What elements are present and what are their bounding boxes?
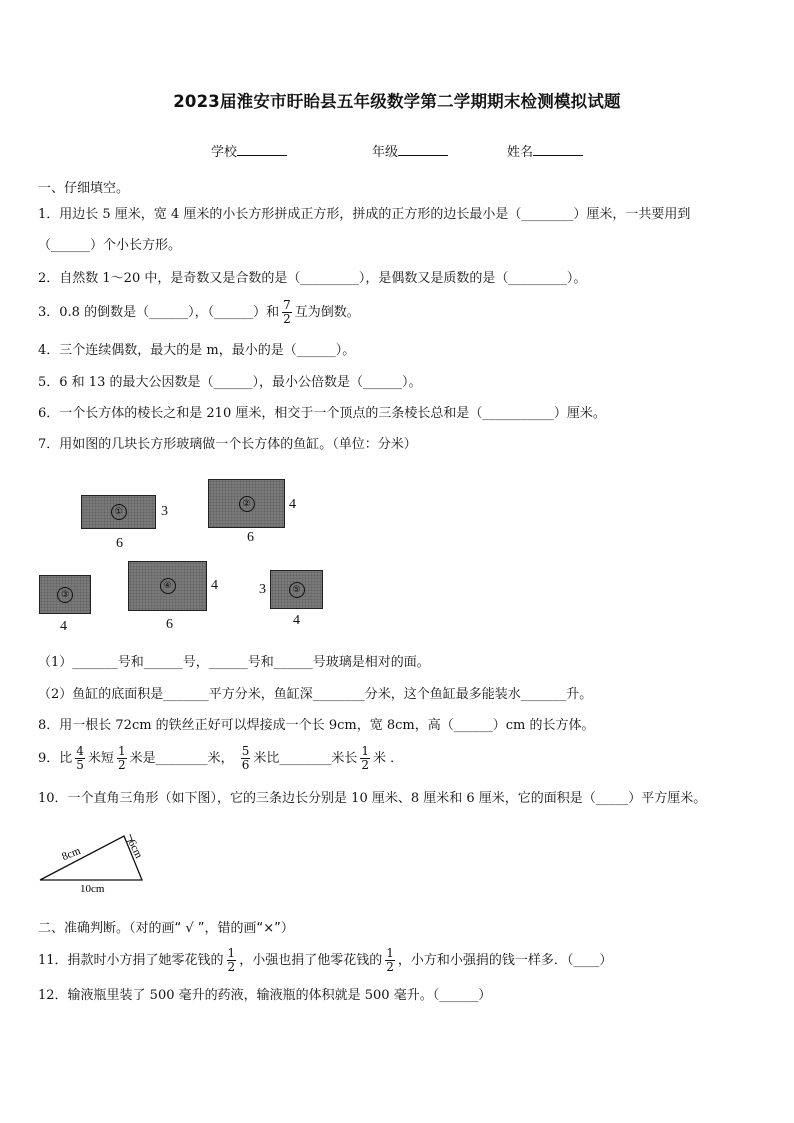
q9-text-3: 米比________米长 <box>253 751 358 766</box>
fraction-numerator: 1 <box>361 744 370 758</box>
fraction-denominator: 2 <box>283 312 291 326</box>
piece-1-height: 3 <box>161 504 168 519</box>
fraction-numerator: 7 <box>283 298 291 312</box>
school-field <box>211 141 287 160</box>
fraction-1-2-q11b <box>385 947 395 974</box>
question-1-line-2: （______）个小长方形。 <box>38 238 182 253</box>
grade-label: 年级 <box>372 145 399 160</box>
school-label: 学校 <box>211 145 238 160</box>
glass-piece-5 <box>270 570 323 609</box>
fraction-numerator: 1 <box>227 946 236 960</box>
fraction-7-2 <box>282 299 292 326</box>
q9-prefix: 9．比 <box>38 751 73 766</box>
piece-2-height: 4 <box>289 497 296 512</box>
fraction-4-5 <box>75 745 85 772</box>
piece-4-label: ④ <box>160 578 176 594</box>
fraction-5-6 <box>241 745 251 772</box>
glass-piece-1 <box>81 495 156 529</box>
fraction-denominator: 2 <box>361 758 370 772</box>
triangle-side-8cm: 8cm <box>60 844 83 864</box>
question-3 <box>38 296 360 330</box>
question-10: 10．一个直角三角形（如下图），它的三条边长分别是 10 厘米、8 厘米和 6 厘米，它的面积是（_____）平方厘米。 <box>38 791 707 806</box>
fraction-denominator: 2 <box>386 960 394 974</box>
q11-text-b: ，小强也捐了他零花钱的 <box>239 953 383 968</box>
question-7-part-2: （2）鱼缸的底面积是_______平方分米，鱼缸深________分米，这个鱼缸最多能装水_______升。 <box>38 687 593 702</box>
name-blank[interactable] <box>533 142 583 156</box>
piece-5-label: ⑤ <box>289 582 305 598</box>
q9-text-4: 米 ． <box>373 751 404 766</box>
question-3-text-a: 3．0.8 的倒数是（______），（______）和 <box>38 305 280 320</box>
question-8: 8．用一根长 72cm 的铁丝正好可以焊接成一个长 9cm，宽 8cm，高（______）cm 的长方体。 <box>38 718 595 733</box>
piece-3-label: ③ <box>57 587 73 603</box>
fraction-1-2-b <box>360 745 370 772</box>
piece-4-width: 6 <box>166 617 173 632</box>
fraction-denominator: 5 <box>76 758 84 772</box>
question-7: 7．用如图的几块长方形玻璃做一个长方体的鱼缸。（单位：分米） <box>38 437 417 452</box>
fraction-numerator: 5 <box>241 744 250 758</box>
question-2: 2．自然数 1～20 中，是奇数又是合数的是（_________），是偶数又是质数的是（_________）。 <box>38 271 587 286</box>
name-label: 姓名 <box>507 145 534 160</box>
fraction-numerator: 1 <box>117 744 126 758</box>
question-6: 6．一个长方体的棱长之和是 210 厘米，相交于一个顶点的三条棱长总和是（___________）厘米。 <box>38 406 606 421</box>
question-1-line-1: 1．用边长 5 厘米，宽 4 厘米的小长方形拼成正方形，拼成的正方形的边长最小是（________）厘米，一共要用到 <box>38 207 691 222</box>
question-9 <box>38 742 403 776</box>
question-11 <box>38 944 612 978</box>
fraction-1-2-q11a <box>227 947 237 974</box>
piece-5-width: 4 <box>293 613 300 628</box>
fraction-1-2 <box>117 745 127 772</box>
glass-piece-4 <box>128 561 207 611</box>
fraction-denominator: 2 <box>117 758 126 772</box>
piece-2-width: 6 <box>247 530 254 545</box>
piece-1-width: 6 <box>116 536 123 551</box>
fraction-denominator: 6 <box>241 758 250 772</box>
fraction-denominator: 2 <box>227 960 236 974</box>
question-12: 12．输液瓶里装了 500 毫升的药液，输液瓶的体积就是 500 毫升。（______） <box>38 988 492 1003</box>
piece-3-width: 4 <box>60 619 67 634</box>
section-1-heading: 一、仔细填空。 <box>38 181 130 196</box>
name-field <box>507 141 583 160</box>
grade-field <box>372 141 448 160</box>
student-info-row <box>0 141 794 161</box>
question-3-text-b: 互为倒数。 <box>294 305 360 320</box>
triangle-side-10cm: 10cm <box>80 883 105 895</box>
triangle-side-6cm: 6cm <box>125 837 145 861</box>
figure-10-right-triangle <box>30 818 160 896</box>
piece-2-label: ② <box>239 496 255 512</box>
fraction-numerator: 1 <box>386 946 394 960</box>
school-blank[interactable] <box>237 142 287 156</box>
q11-text-c: ，小方和小强捐的钱一样多．（____） <box>397 953 613 968</box>
glass-piece-3 <box>39 575 91 614</box>
grade-blank[interactable] <box>398 142 448 156</box>
q11-text-a: 11．捐款时小方捐了她零花钱的 <box>38 953 224 968</box>
question-5: 5．6 和 13 的最大公因数是（______），最小公倍数是（______）。 <box>38 375 422 390</box>
piece-1-label: ① <box>111 504 127 520</box>
question-4: 4．三个连续偶数，最大的是 m，最小的是（______）。 <box>38 343 356 358</box>
glass-piece-2 <box>208 479 285 528</box>
piece-5-height: 3 <box>259 582 266 597</box>
q9-text-2: 米是________米， <box>129 751 234 766</box>
fraction-numerator: 4 <box>76 744 84 758</box>
q9-text-1: 米短 <box>87 751 114 766</box>
page-title: 2023届淮安市盱眙县五年级数学第二学期期末检测模拟试题 <box>173 92 621 111</box>
question-7-part-1: （1）_______号和______号，______号和______号玻璃是相对的面。 <box>38 655 430 670</box>
piece-4-height: 4 <box>211 578 218 593</box>
section-2-heading: 二、准确判断。（对的画“ √ ”，错的画“×”） <box>38 921 294 936</box>
